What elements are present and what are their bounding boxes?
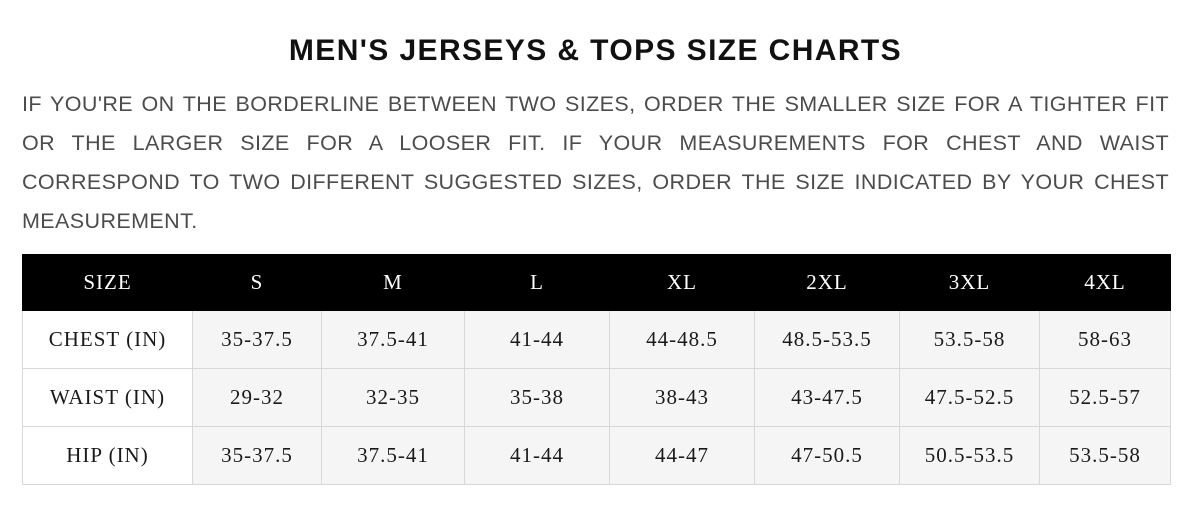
cell-hip-2xl: 47-50.5 — [755, 427, 900, 485]
table-row — [23, 311, 1171, 369]
cell-hip-s: 35-37.5 — [193, 427, 322, 485]
column-header-size: SIZE — [23, 255, 193, 311]
cell-chest-xl: 44-48.5 — [610, 311, 755, 369]
page-title: MEN'S JERSEYS & TOPS SIZE CHARTS — [288, 34, 903, 67]
column-header-2xl: 2XL — [755, 255, 900, 311]
table-body — [23, 311, 1171, 485]
column-header-3xl: 3XL — [900, 255, 1040, 311]
cell-hip-4xl: 53.5-58 — [1040, 427, 1171, 485]
cell-waist-4xl: 52.5-57 — [1040, 369, 1171, 427]
size-chart-table-wrapper — [22, 254, 1170, 485]
cell-hip-m: 37.5-41 — [322, 427, 465, 485]
cell-hip-xl: 44-47 — [610, 427, 755, 485]
cell-chest-m: 37.5-41 — [322, 311, 465, 369]
column-header-l: L — [465, 255, 610, 311]
cell-hip-3xl: 50.5-53.5 — [900, 427, 1040, 485]
table-row — [23, 369, 1171, 427]
table-header — [23, 255, 1171, 311]
cell-waist-2xl: 43-47.5 — [755, 369, 900, 427]
cell-waist-3xl: 47.5-52.5 — [900, 369, 1040, 427]
cell-chest-l: 41-44 — [465, 311, 610, 369]
cell-chest-2xl: 48.5-53.5 — [755, 311, 900, 369]
row-label-hip: HIP (IN) — [23, 427, 193, 485]
column-header-m: M — [322, 255, 465, 311]
cell-chest-3xl: 53.5-58 — [900, 311, 1040, 369]
cell-hip-l: 41-44 — [465, 427, 610, 485]
row-label-chest: CHEST (IN) — [23, 311, 193, 369]
cell-chest-s: 35-37.5 — [193, 311, 322, 369]
cell-waist-s: 29-32 — [193, 369, 322, 427]
column-header-4xl: 4XL — [1040, 255, 1171, 311]
cell-waist-m: 32-35 — [322, 369, 465, 427]
row-label-waist: WAIST (IN) — [23, 369, 193, 427]
size-chart-table — [22, 254, 1171, 485]
table-header-row — [23, 255, 1171, 311]
cell-chest-4xl: 58-63 — [1040, 311, 1171, 369]
cell-waist-xl: 38-43 — [610, 369, 755, 427]
table-row — [23, 427, 1171, 485]
column-header-s: S — [193, 255, 322, 311]
intro-paragraph: IF YOU'RE ON THE BORDERLINE BETWEEN TWO SIZES, ORDER THE SMALLER SIZE FOR A TIGHTER FIT OR THE LARGER SIZE FOR A LOOSER FIT. IF YOUR MEASUREMENTS FOR CHEST AND WAIST CORRESPOND TO TWO DIFFERENT SUGGESTED SIZES, ORDER THE SIZE INDICATED BY YOUR CHEST MEASUREMENT. — [22, 92, 1169, 233]
cell-waist-l: 35-38 — [465, 369, 610, 427]
column-header-xl: XL — [610, 255, 755, 311]
